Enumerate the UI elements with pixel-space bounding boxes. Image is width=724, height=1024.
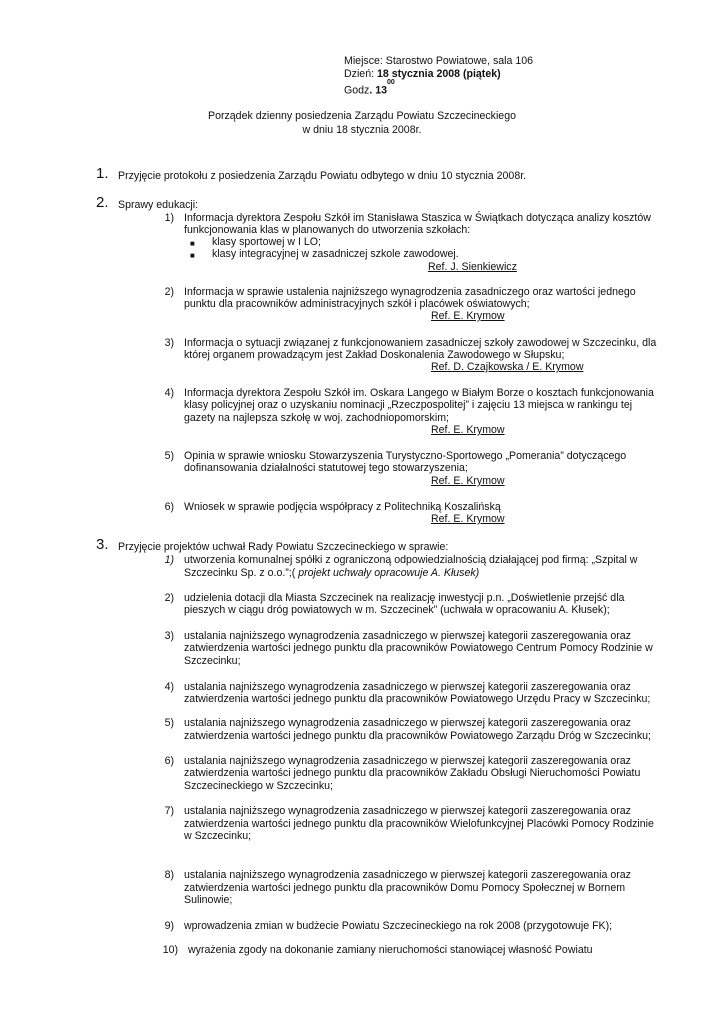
page-title: Porządek dzienny posiedzenia Zarządu Powiatu Szczecineckiego [208,110,516,122]
list-item-number: 1) [164,212,174,224]
meeting-time: Godz. $13^{00}$ [344,79,395,97]
list-item-number: 5) [164,450,174,462]
list-item-line: zatwierdzenia wartości jednego punktu dla pracowników Wielofunkcyjnej Placówki Pomocy Rodzinie [184,818,654,830]
list-item-number: 1) [164,554,174,566]
list-item-number: 4) [164,387,174,399]
list-item-number: 5) [164,717,174,729]
referent: Ref. E. Krymow [431,424,505,436]
list-item-line: zatwierdzenia wartości jednego punktu dla pracowników Powiatowego Centrum Pomocy Rodzinie w [184,642,653,654]
list-item-line: Sulinowie; [184,894,233,906]
bullet-icon: ■ [190,251,195,260]
bullet-text: klasy integracyjnej w zasadniczej szkole zawodowej. [212,248,459,260]
list-item-line: ustalania najniższego wynagrodzenia zasadniczego w pierwszej kategorii zaszeregowania oraz [184,755,631,767]
section-1-title: Przyjęcie protokołu z posiedzenia Zarządu Powiatu odbytego w dniu 10 stycznia 2008r. [118,170,527,182]
list-item-line: zatwierdzenia wartości jednego punktu dla pracowników Powiatowego Zarządu Dróg w Szczecinku; [184,730,651,742]
section-3-title: Przyjęcie projektów uchwał Rady Powiatu Szczecineckiego w sprawie: [118,541,449,553]
list-item-line: funkcjonowania klas w planowanych do utworzenia szkołach: [184,224,471,236]
referent: Ref. E. Krymow [431,475,505,487]
referent: Ref. D. Czajkowska / E. Krymow [431,361,584,373]
list-item-number: 6) [164,501,174,513]
meeting-day: Dzień: 18 stycznia 2008 (piątek) [344,68,501,80]
list-item-line: wyrażenia zgody na dokonanie zamiany nieruchomości stanowiącej własność Powiatu [188,944,593,956]
list-item-number: 8) [164,869,174,881]
list-item-number: 2) [164,592,174,604]
section-2-number: 2. [96,194,109,211]
list-item-number: 10) [162,944,178,956]
referent: Ref. E. Krymow [431,310,505,322]
list-item-line: Informacja dyrektora Zespołu Szkół im Stanisława Staszica w Świątkach dotycząca analizy kosztów [184,212,651,224]
list-item-line: gazety na najlepsza szkołę w woj. zachodniopomorskim; [184,412,449,424]
list-item-line: ustalania najniższego wynagrodzenia zasadniczego w pierwszej kategorii zaszeregowania oraz [184,805,631,817]
list-item-line: ustalania najniższego wynagrodzenia zasadniczego w pierwszej kategorii zaszeregowania oraz [184,717,631,729]
page-subtitle: w dniu 18 stycznia 2008r. [302,124,422,136]
list-item-number: 4) [164,681,174,693]
list-item-line: zatwierdzenia wartości jednego punktu dla pracowników Powiatowego Urzędu Pracy w Szczecinku; [184,693,651,705]
list-item-line: pieszych w ciągu dróg powiatowych w m. Szczecinek” (uchwała w opracowaniu A. Kłusek); [184,604,610,616]
list-item-number: 3) [164,630,174,642]
list-item-line: dofinansowania działalności statutowej tego stowarzyszenia; [184,462,468,474]
list-item-line: w Szczecinku; [184,830,252,842]
bullet-icon: ■ [190,239,195,248]
list-item-line: ustalania najniższego wynagrodzenia zasadniczego w pierwszej kategorii zaszeregowania oraz [184,869,631,881]
list-item-number: 6) [164,755,174,767]
list-item-line: Wniosek w sprawie podjęcia współpracy z Politechniką Koszalińską [184,501,501,513]
bullet-text: klasy sportowej w I LO; [212,236,321,248]
list-item-line: Informacja w sprawie ustalenia najniższego wynagrodzenia zasadniczego oraz wartości jednego [184,286,636,298]
list-item-line: punktu dla pracowników administracyjnych szkół i placówek oświatowych; [184,298,530,310]
list-item-line: ustalania najniższego wynagrodzenia zasadniczego w pierwszej kategorii zaszeregowania oraz [184,630,631,642]
list-item-number: 3) [164,337,174,349]
list-item-line: utworzenia komunalnej spółki z ograniczoną odpowiedzialnością działającej pod firmą: „Szpital w [184,554,638,566]
referent: Ref. J. Sienkiewicz [428,261,517,273]
list-item-line: wprowadzenia zmian w budżecie Powiatu Szczecineckiego na rok 2008 (przygotowuje FK); [184,920,613,932]
list-item-line: Informacja dyrektora Zespołu Szkół im. Oskara Langego w Białym Borze o kosztach funkcjonowania [184,387,654,399]
list-item-line: zatwierdzenia wartości jednego punktu dla pracowników Zakładu Obsługi Nieruchomości Powiatu [184,767,641,779]
list-item-line: Szczecineckiego w Szczecinku; [184,780,333,792]
section-1-number: 1. [96,165,109,182]
list-item-line: zatwierdzenia wartości jednego punktu dla pracowników Domu Pomocy Społecznej w Bornem [184,882,626,894]
list-item-number: 7) [164,805,174,817]
list-item-line: której organem prowadzącym jest Zakład Doskonalenia Zawodowego w Słupsku; [184,349,565,361]
list-item-number: 9) [164,920,174,932]
list-item-line: Informacja o sytuacji związanej z funkcjonowaniem zasadniczej szkoły zawodowej w Szczecinku, dla [184,337,657,349]
list-item-line: udzielenia dotacji dla Miasta Szczecinek na realizację inwestycji p.n. „Doświetlenie przejść dla [184,592,625,604]
list-item-line: Szczecinku; [184,655,241,667]
referent: Ref. E. Krymow [431,513,505,525]
section-3-number: 3. [96,536,109,553]
list-item-line: ustalania najniższego wynagrodzenia zasadniczego w pierwszej kategorii zaszeregowania oraz [184,681,631,693]
list-item-line: klasy policyjnej oraz o uzyskaniu nominacji „Rzeczpospolitej” i zajęciu 13 miejsca w rankingu tej [184,399,633,411]
list-item-line: Szczecinku Sp. z o.o.”;( projekt uchwały opracowuje A. Kłusek) [184,567,480,579]
list-item-number: 2) [164,286,174,298]
section-2-title: Sprawy edukacji: [118,199,199,211]
list-item-line: Opinia w sprawie wniosku Stowarzyszenia Turystyczno-Sportowego „Pomerania” dotyczącego [184,450,627,462]
meeting-place: Miejsce: Starostwo Powiatowe, sala 106 [344,55,534,67]
